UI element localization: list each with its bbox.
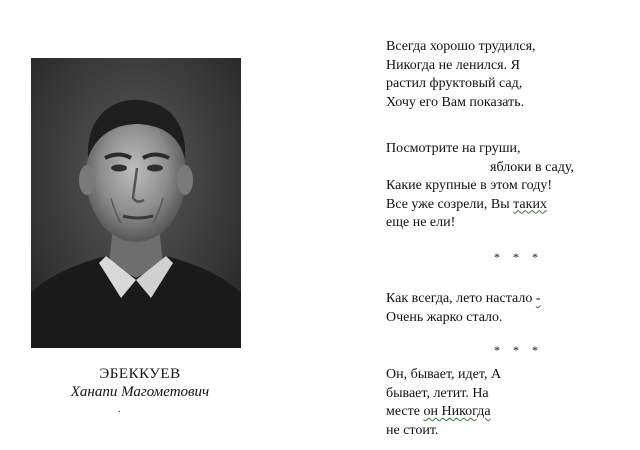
poem-line (386, 290, 636, 309)
poem-stanza-1 (386, 38, 636, 112)
poem-line: бывает, летит. На (386, 385, 489, 401)
poem-line: не стоит. (386, 422, 439, 438)
caption-dot: . (118, 404, 121, 415)
poem-line: растил фруктовый сад, (386, 76, 523, 91)
poem-stanza-4 (386, 366, 636, 440)
caption-full-name: Ханапи Магометович (70, 384, 210, 400)
poem-line-text: месте (386, 404, 424, 419)
stanza-separator: * * * (494, 250, 543, 264)
spellcheck-mark: он Никогда (423, 404, 491, 419)
poem-line (386, 403, 636, 422)
poem-line: Всегда хорошо трудился, (386, 39, 536, 54)
poem-line: Очень жарко стало. (386, 309, 503, 325)
portrait-photo (31, 58, 241, 348)
spellcheck-mark: таких (513, 196, 547, 212)
poem-line: Посмотрите на груши, (386, 141, 521, 156)
poem-line: Никогда не ленился. Я (386, 57, 520, 73)
poem-line: еще не ели! (386, 215, 456, 230)
poem-line (386, 196, 636, 215)
poem-stanza-2 (386, 140, 636, 233)
poem-line: Он, бывает, идет, А (386, 367, 502, 382)
poem-stanza-3 (386, 290, 636, 327)
stanza-separator: * * * (494, 343, 543, 357)
portrait-photo-icon (31, 58, 241, 348)
caption-surname: ЭБЕККУЕВ (99, 366, 181, 382)
poem-line: Хочу его Вам показать. (386, 94, 525, 110)
spellcheck-mark: - (535, 291, 541, 306)
poem-line: Какие крупные в этом году! (386, 178, 553, 193)
poem-line-text: Как всегда, лето настало (386, 291, 536, 306)
poem-line-text: Все уже созрели, Вы (386, 196, 514, 212)
poem-line: яблоки в саду, (490, 159, 574, 175)
